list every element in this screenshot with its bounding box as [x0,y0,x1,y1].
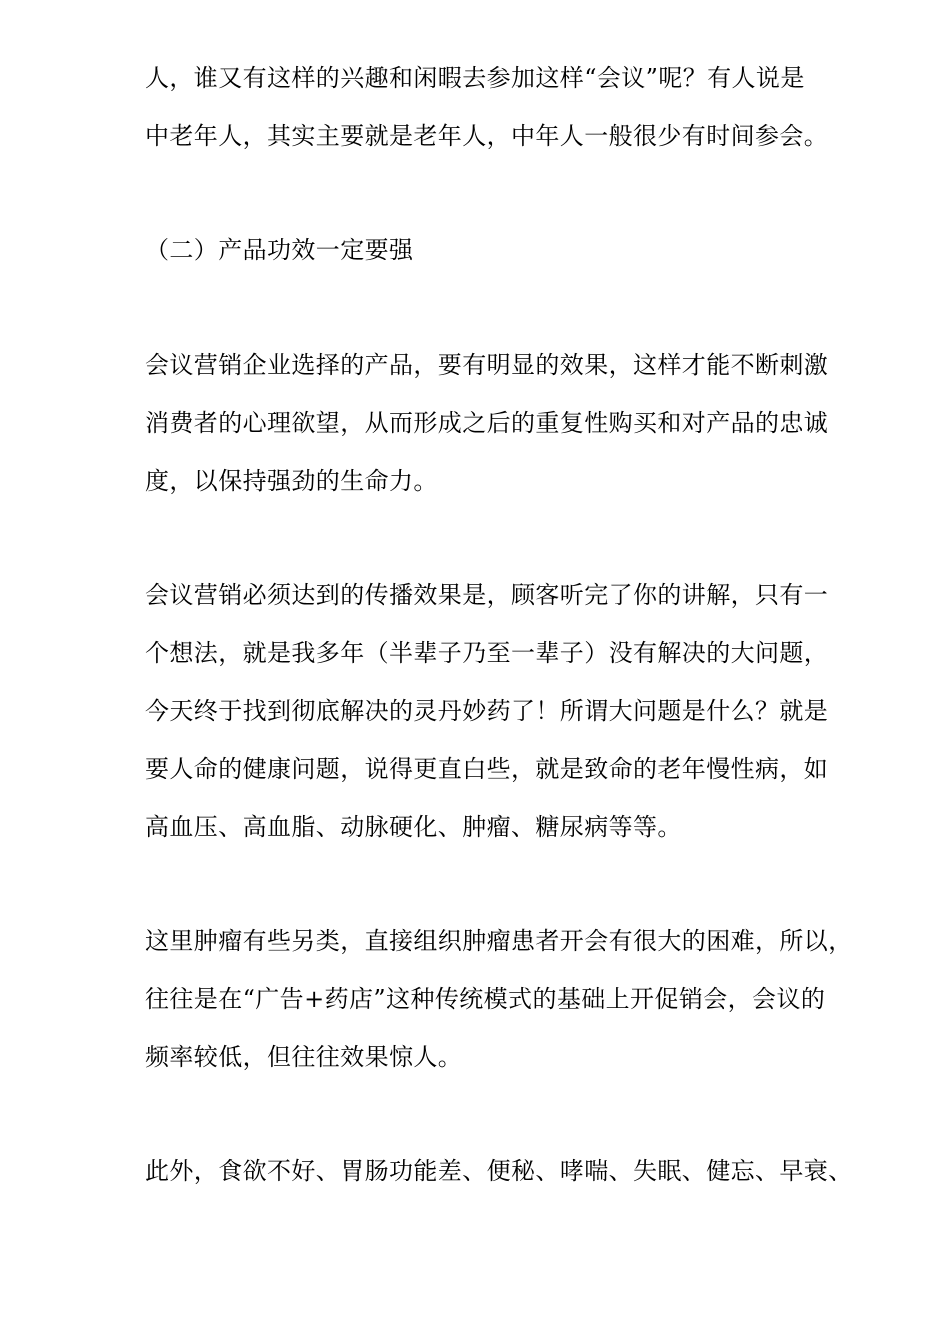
text-line: 个想法，就是我多年（半辈子乃至一辈子）没有解决的大问题， [145,639,829,667]
text-line: 频率较低，但往往效果惊人。 [145,1043,463,1071]
text-line: 会议营销企业选择的产品，要有明显的效果，这样才能不断刺激 [145,351,829,379]
section-heading: （二）产品功效一定要强 [145,236,414,264]
text-line: 此外，食欲不好、胃肠功能差、便秘、哮喘、失眠、健忘、早衰、 [145,1157,853,1185]
text-line: 今天终于找到彻底解决的灵丹妙药了！所谓大问题是什么？就是 [145,697,829,725]
text-line: 往往是在“广告+药店”这种传统模式的基础上开促销会，会议的 [145,985,826,1013]
text-line: 中老年人，其实主要就是老年人，中年人一般很少有时间参会。 [145,122,829,150]
text-line: 度，以保持强劲的生命力。 [145,467,438,495]
text-line: 人，谁又有这样的兴趣和闲暇去参加这样“会议”呢？有人说是 [145,64,805,92]
text-line: 要人命的健康问题，说得更直白些，就是致命的老年慢性病，如 [145,755,829,783]
text-line: 会议营销必须达到的传播效果是，顾客听完了你的讲解，只有一 [145,581,829,609]
text-line: 这里肿瘤有些另类，直接组织肿瘤患者开会有很大的困难，所以， [145,927,853,955]
text-line: 高血压、高血脂、动脉硬化、肿瘤、糖尿病等等。 [145,813,682,841]
text-line: 消费者的心理欲望，从而形成之后的重复性购买和对产品的忠诚 [145,409,829,437]
